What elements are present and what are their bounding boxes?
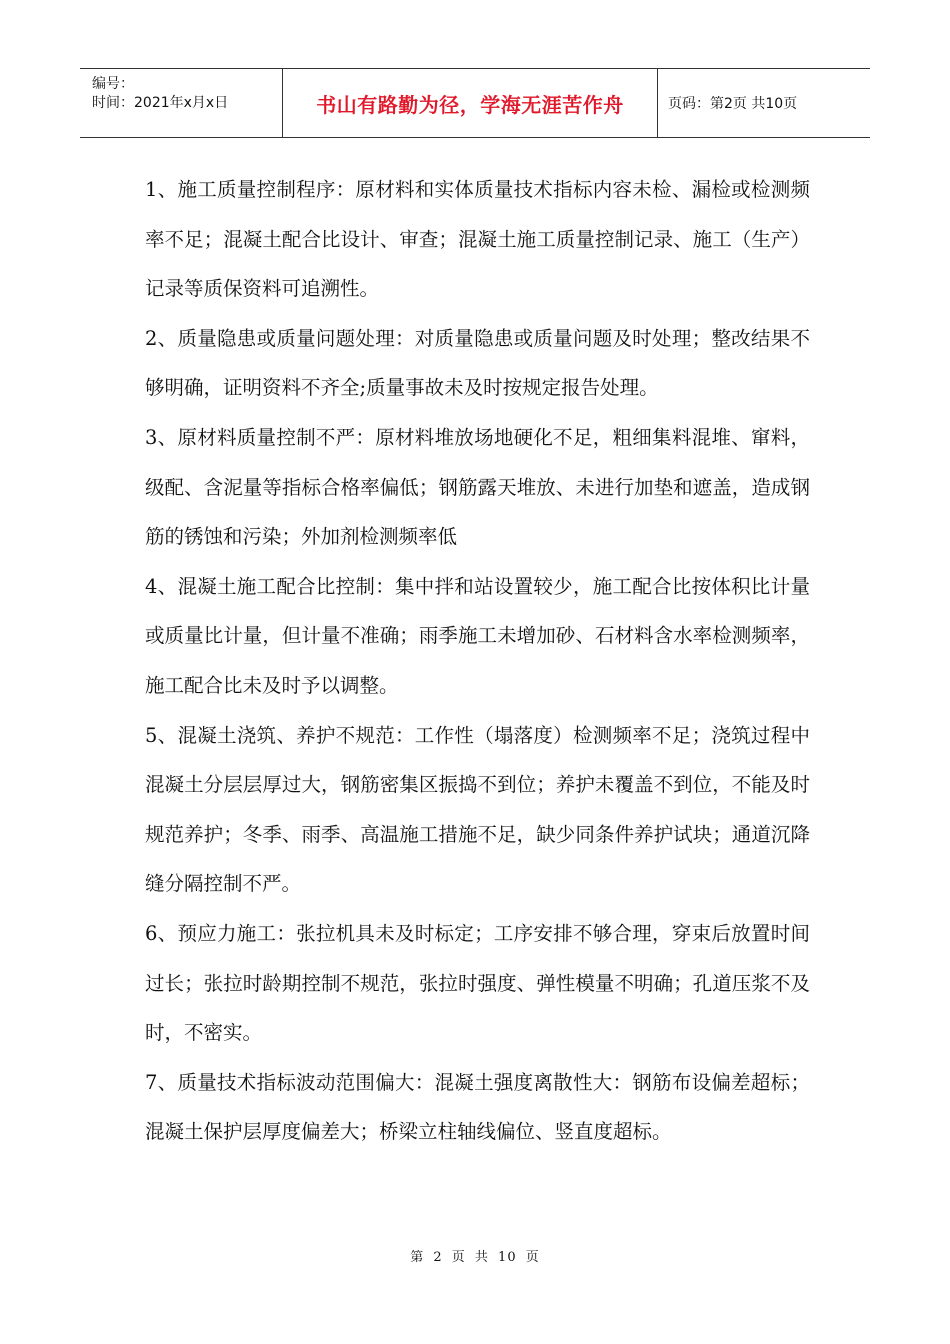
page-header bbox=[80, 68, 870, 138]
header-page-label: 页码：第2页 共10页 bbox=[668, 96, 798, 112]
date-label: 时间：2021年x月x日 bbox=[92, 95, 229, 111]
document-body bbox=[145, 165, 810, 1157]
paragraph-2: 2、质量隐患或质量问题处理：对质量隐患或质量问题及时处理；整改结果不够明确，证明资料不齐全;质量事故未及时按规定报告处理。 bbox=[145, 326, 810, 400]
page-footer: 第 2 页 共 10 页 bbox=[410, 1250, 540, 1265]
header-meta bbox=[80, 69, 283, 137]
paragraph-1: 1、施工质量控制程序：原材料和实体质量技术指标内容未检、漏检或检测频率不足；混凝土配合比设计、审查；混凝土施工质量控制记录、施工（生产）记录等质保资料可追溯性。 bbox=[145, 178, 810, 301]
number-label: 编号： bbox=[92, 76, 134, 92]
paragraph-7: 7、质量技术指标波动范围偏大：混凝土强度离散性大：钢筋布设偏差超标；混凝土保护层厚度偏差大；桥梁立柱轴线偏位、竖直度超标。 bbox=[145, 1070, 810, 1144]
paragraph-4: 4、混凝土施工配合比控制：集中拌和站设置较少，施工配合比按体积比计量或质量比计量，但计量不准确；雨季施工未增加砂、石材料含水率检测频率，施工配合比未及时予以调整。 bbox=[145, 574, 810, 697]
paragraph-6: 6、预应力施工：张拉机具未及时标定；工序安排不够合理，穿束后放置时间过长；张拉时龄期控制不规范，张拉时强度、弹性模量不明确；孔道压浆不及时，不密实。 bbox=[145, 921, 810, 1045]
paragraph-5: 5、混凝土浇筑、养护不规范：工作性（塌落度）检测频率不足；浇筑过程中混凝土分层层厚过大，钢筋密集区振捣不到位；养护未覆盖不到位，不能及时规范养护；冬季、雨季、高温施工措施不足，缺少同条件养护试块；通道沉降缝分隔控制不严。 bbox=[145, 723, 810, 896]
header-motto: 书山有路勤为径，学海无涯苦作舟 bbox=[283, 69, 658, 137]
paragraph-3: 3、原材料质量控制不严：原材料堆放场地硬化不足，粗细集料混堆、窜料，级配、含泥量等指标合格率偏低；钢筋露天堆放、未进行加垫和遮盖，造成钢筋的锈蚀和污染；外加剂检测频率低 bbox=[145, 425, 810, 549]
